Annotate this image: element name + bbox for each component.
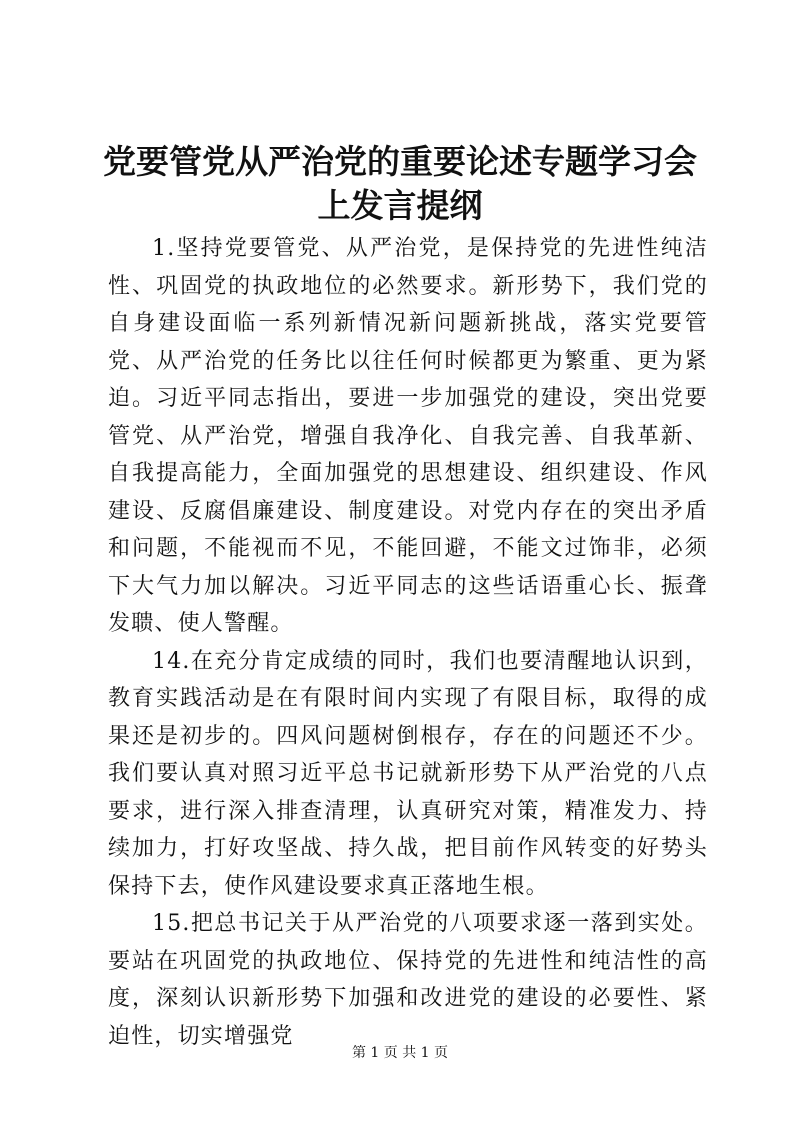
paragraph-15: 15.把总书记关于从严治党的八项要求逐一落到实处。要站在巩固党的执政地位、保持党的先进性和纯洁性的高度，深刻认识新形势下加强和改进党的建设的必要性、紧迫性，切实增强党 [108, 911, 708, 1049]
document-title: 党要管党从严治党的重要论述专题学习会上发言提纲 [103, 142, 697, 225]
paragraph-14: 14.在充分肯定成绩的同时，我们也要清醒地认识到，教育实践活动是在有限时间内实现了有限目标，取得的成果还是初步的。四风问题树倒根存，存在的问题还不少。我们要认真对照习近平总书记就新形势下从严治党的八点要求，进行深入排查清理，认真研究对策，精准发力、持续加力，打好攻坚战、持久战，把目前作风转变的好势头保持下去，使作风建设要求真正落地生根。 [108, 648, 708, 899]
document-body [108, 230, 708, 1055]
paragraph-1: 1.坚持党要管党、从严治党，是保持党的先进性纯洁性、巩固党的执政地位的必然要求。新形势下，我们党的自身建设面临一系列新情况新问题新挑战，落实党要管党、从严治党的任务比以往任何时候都更为繁重、更为紧迫。习近平同志指出，要进一步加强党的建设，突出党要管党、从严治党，增强自我净化、自我完善、自我革新、自我提高能力，全面加强党的思想建设、组织建设、作风建设、反腐倡廉建设、制度建设。对党内存在的突出矛盾和问题，不能视而不见，不能回避，不能文过饰非，必须下大气力加以解决。习近平同志的这些话语重心长、振聋发聩、使人警醒。 [108, 236, 708, 636]
page-footer: 第 1 页 共 1 页 [351, 1045, 449, 1061]
